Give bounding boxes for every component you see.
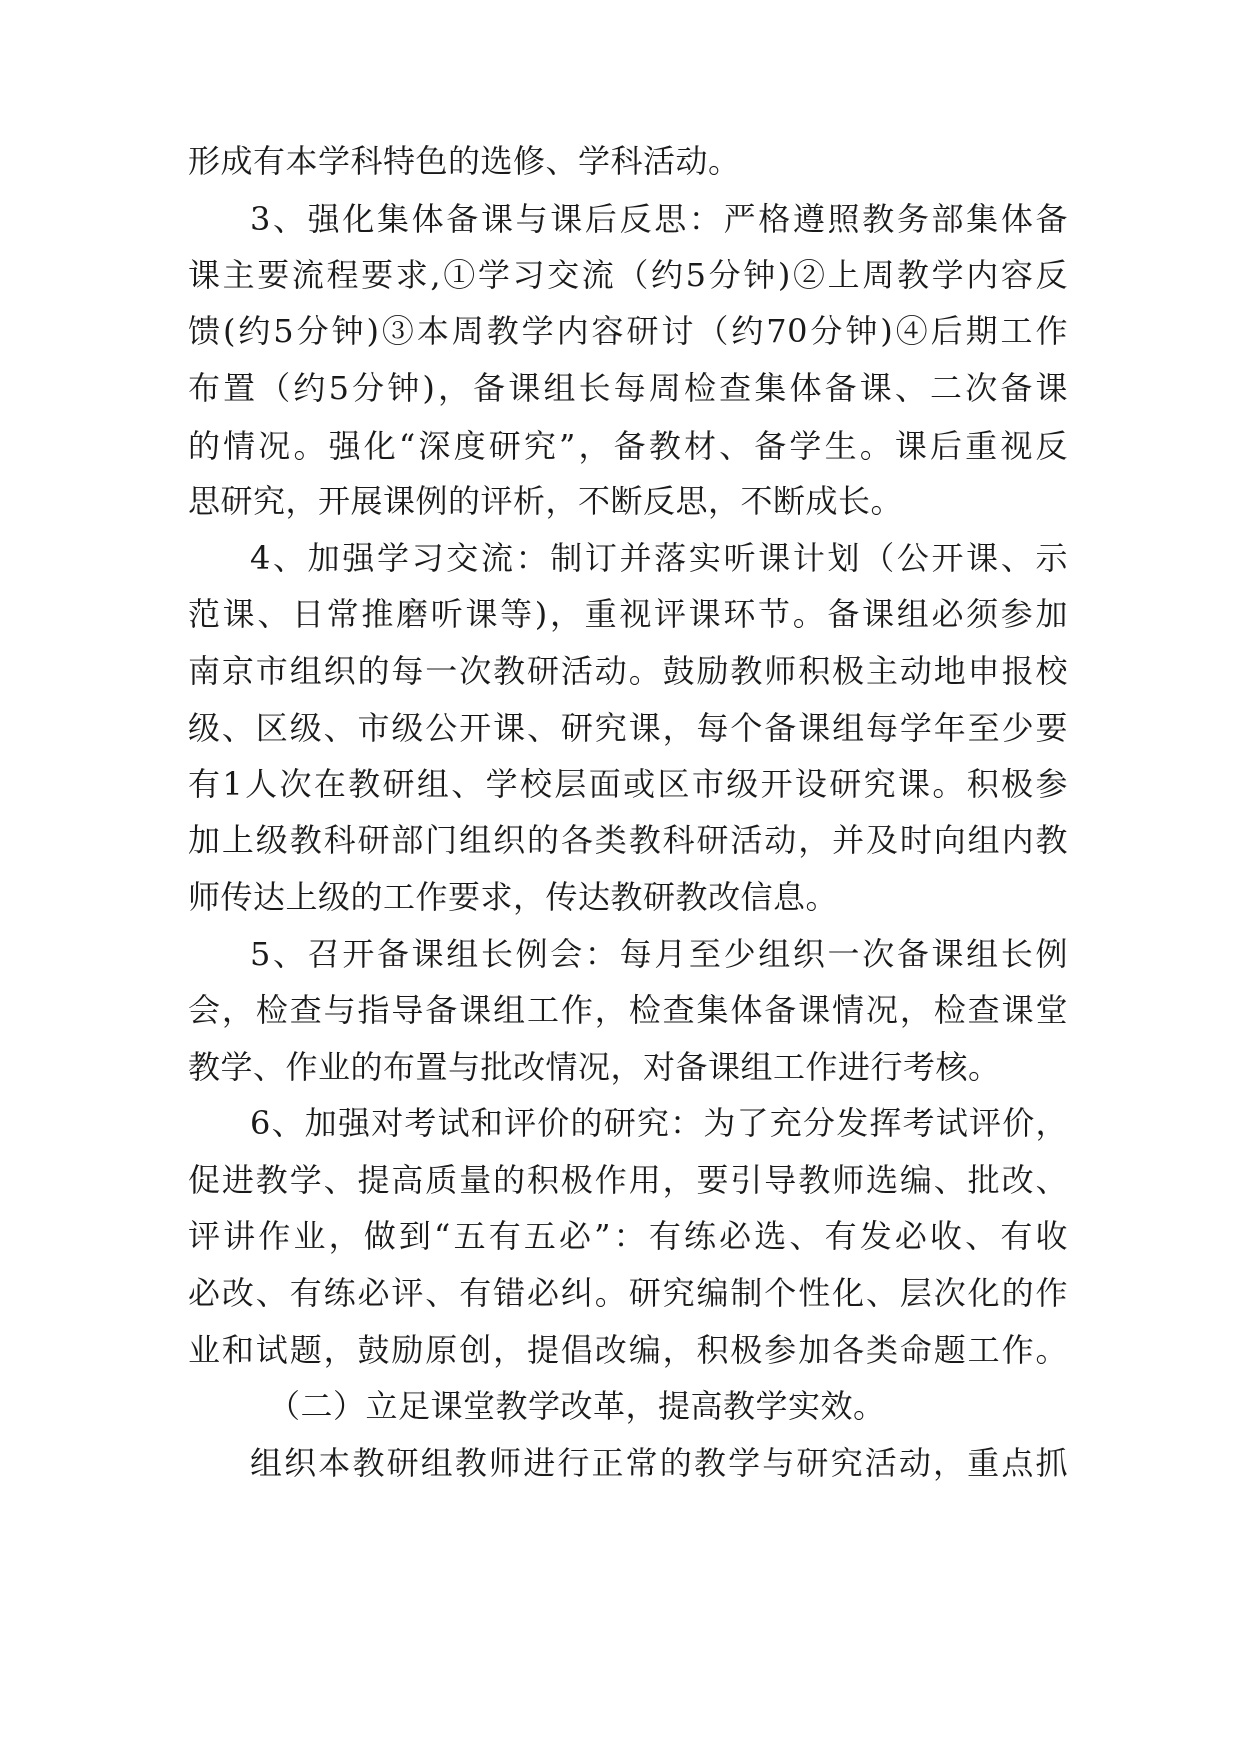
text-line: 级、区级、市级公开课、研究课，每个备课组每学年至少要 [188,709,1068,747]
text-line: 业和试题，鼓励原创，提倡改编，积极参加各类命题工作。 [188,1331,1068,1369]
text-line: 教学、作业的布置与批改情况，对备课组工作进行考核。 [188,1048,1001,1086]
text-line: 有1人次在教研组、学校层面或区市级开设研究课。积极参 [188,765,1068,803]
text-line: 布置（约5分钟)，备课组长每周检查集体备课、二次备课 [188,369,1068,407]
text-line: 促进教学、提高质量的积极作用，要引导教师选编、批改、 [188,1161,1068,1199]
text-line: 必改、有练必评、有错必纠。研究编制个性化、层次化的作 [188,1274,1068,1312]
text-line: 南京市组织的每一次教研活动。鼓励教师积极主动地申报校 [188,652,1068,690]
section-heading: （二）立足课堂教学改革，提高教学实效。 [268,1387,886,1425]
paragraph-heading-6: 6、加强对考试和评价的研究：为了充分发挥考试评价， [250,1104,1068,1142]
text-line: 评讲作业，做到“五有五必”：有练必选、有发必收、有收 [188,1217,1068,1255]
paragraph-heading-4: 4、加强学习交流：制订并落实听课计划（公开课、示 [250,539,1068,577]
text-line: 思研究，开展课例的评析，不断反思，不断成长。 [188,482,904,520]
text-line: 的情况。强化“深度研究”，备教材、备学生。课后重视反 [188,427,1068,465]
text-line: 组织本教研组教师进行正常的教学与研究活动，重点抓 [250,1444,1068,1482]
paragraph-heading-5: 5、召开备课组长例会：每月至少组织一次备课组长例 [250,935,1068,973]
text-line: 师传达上级的工作要求，传达教研教改信息。 [188,878,839,916]
text-line: 加上级教科研部门组织的各类教科研活动，并及时向组内教 [188,821,1068,859]
paragraph-heading-3: 3、强化集体备课与课后反思：严格遵照教务部集体备 [250,200,1068,238]
text-line: 课主要流程要求,①学习交流（约5分钟)②上周教学内容反 [188,256,1068,294]
text-line: 馈(约5分钟)③本周教学内容研讨（约70分钟)④后期工作 [188,312,1068,350]
text-line: 会，检查与指导备课组工作，检查集体备课情况，检查课堂 [188,991,1068,1029]
text-line: 范课、日常推磨听课等)，重视评课环节。备课组必须参加 [188,595,1068,633]
text-line: 形成有本学科特色的选修、学科活动。 [188,142,741,180]
